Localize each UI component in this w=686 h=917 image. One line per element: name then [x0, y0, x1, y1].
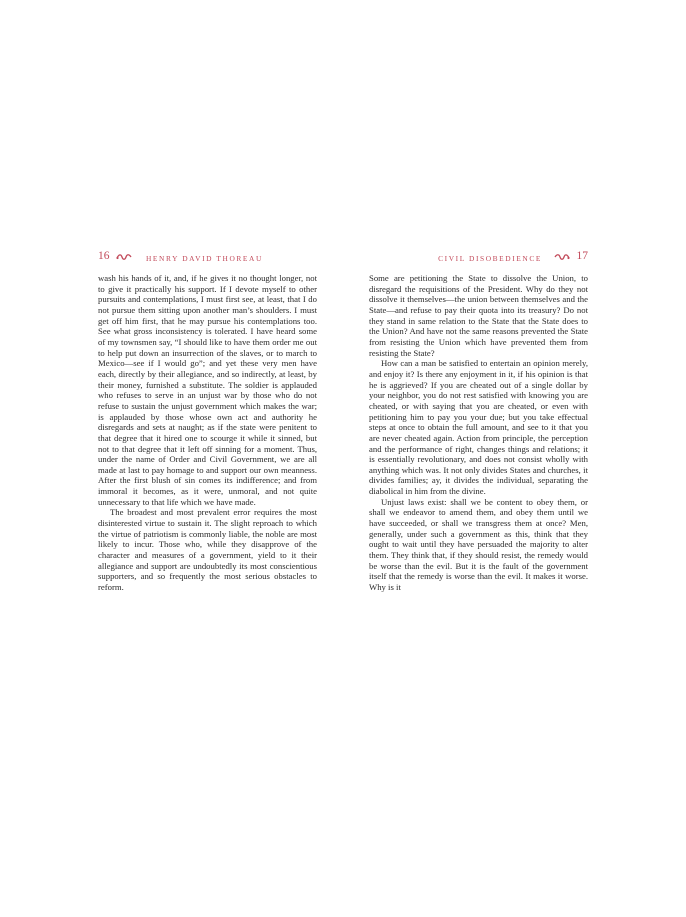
left-page-number: 16 — [98, 250, 110, 262]
left-page-body — [98, 273, 317, 593]
right-running-title: CIVIL DISOBEDIENCE — [438, 254, 542, 263]
vine-ornament-icon — [554, 253, 570, 261]
left-running-title: HENRY DAVID THOREAU — [146, 254, 263, 263]
paragraph: wash his hands of it, and, if he gives it no thought longer, not to give it practically his support. If I devote myself to other pursuits and contemplations, I must first see, at least, that I do not pursue them sitting upon another man’s shoulders. I must get off him first, that he may pursue his contemplations too. See what gross inconsistency is tolerated. I have heard some of my townsmen say, “I should like to have them order me out to help put down an insurrection of the slaves, or to march to Mexico—see if I would go”; and yet these very men have each, directly by their allegiance, and so indirectly, at least, by their money, furnished a substitute. The soldier is applauded who refuses to serve in an unjust war by those who do not refuse to sustain the unjust government which makes the war; is applauded by those whose own act and authority he disregards and sets at naught; as if the state were penitent to that degree that it hired one to scourge it while it sinned, but not to that degree that it left off sinning for a moment. Thus, under the name of Order and Civil Government, we are all made at last to pay homage to and support our own meanness. After the first blush of sin comes its indifference; and from immoral it becomes, as it were, unmoral, and not quite unnecessary to that life which we have made. — [98, 273, 317, 507]
left-running-head — [98, 252, 317, 266]
right-page-body — [369, 273, 588, 593]
left-page — [98, 252, 317, 593]
right-running-head — [369, 252, 588, 266]
vine-ornament-icon — [116, 253, 132, 261]
right-page — [369, 252, 588, 593]
paragraph: Some are petitioning the State to dissolve the Union, to disregard the requisitions of the President. Why do they not dissolve it themselves—the union between themselves and the State—and refuse to pay their quota into its treasury? Do not they stand in same relation to the State that the State does to the Union? And have not the same reasons prevented the State from resisting the Union which have prevented them from resisting the State? — [369, 273, 588, 358]
paragraph: Unjust laws exist: shall we be content to obey them, or shall we endeavor to amend them, and obey them until we have succeeded, or shall we transgress them at once? Men, generally, under such a government as this, think that they ought to wait until they have persuaded the majority to alter them. They think that, if they should resist, the remedy would be worse than the evil. But it is the fault of the government itself that the remedy is worse than the evil. It makes it worse. Why is it — [369, 496, 588, 593]
paragraph: How can a man be satisfied to entertain an opinion merely, and enjoy it? Is there any enjoyment in it, if his opinion is that he is aggrieved? If you are cheated out of a single dollar by your neighbor, you do not rest satisfied with knowing you are cheated, or with saying that you are cheated, or even with petitioning him to pay you your due; but you take effectual steps at once to obtain the full amount, and see to it that you are never cheated again. Action from principle, the perception and the performance of right, changes things and relations; it is essentially revolutionary, and does not consist wholly with anything which was. It not only divides States and churches, it divides families; ay, it divides the individual, separating the diabolical in him from the divine. — [369, 358, 588, 497]
paragraph: The broadest and most prevalent error requires the most disinterested virtue to sustain it. The slight reproach to which the virtue of patriotism is commonly liable, the noble are most likely to incur. Those who, while they disapprove of the character and measures of a government, yield to it their allegiance and support are undoubtedly its most conscientious supporters, and so frequently the most serious obstacles to reform. — [98, 507, 317, 593]
right-page-number: 17 — [576, 250, 588, 262]
